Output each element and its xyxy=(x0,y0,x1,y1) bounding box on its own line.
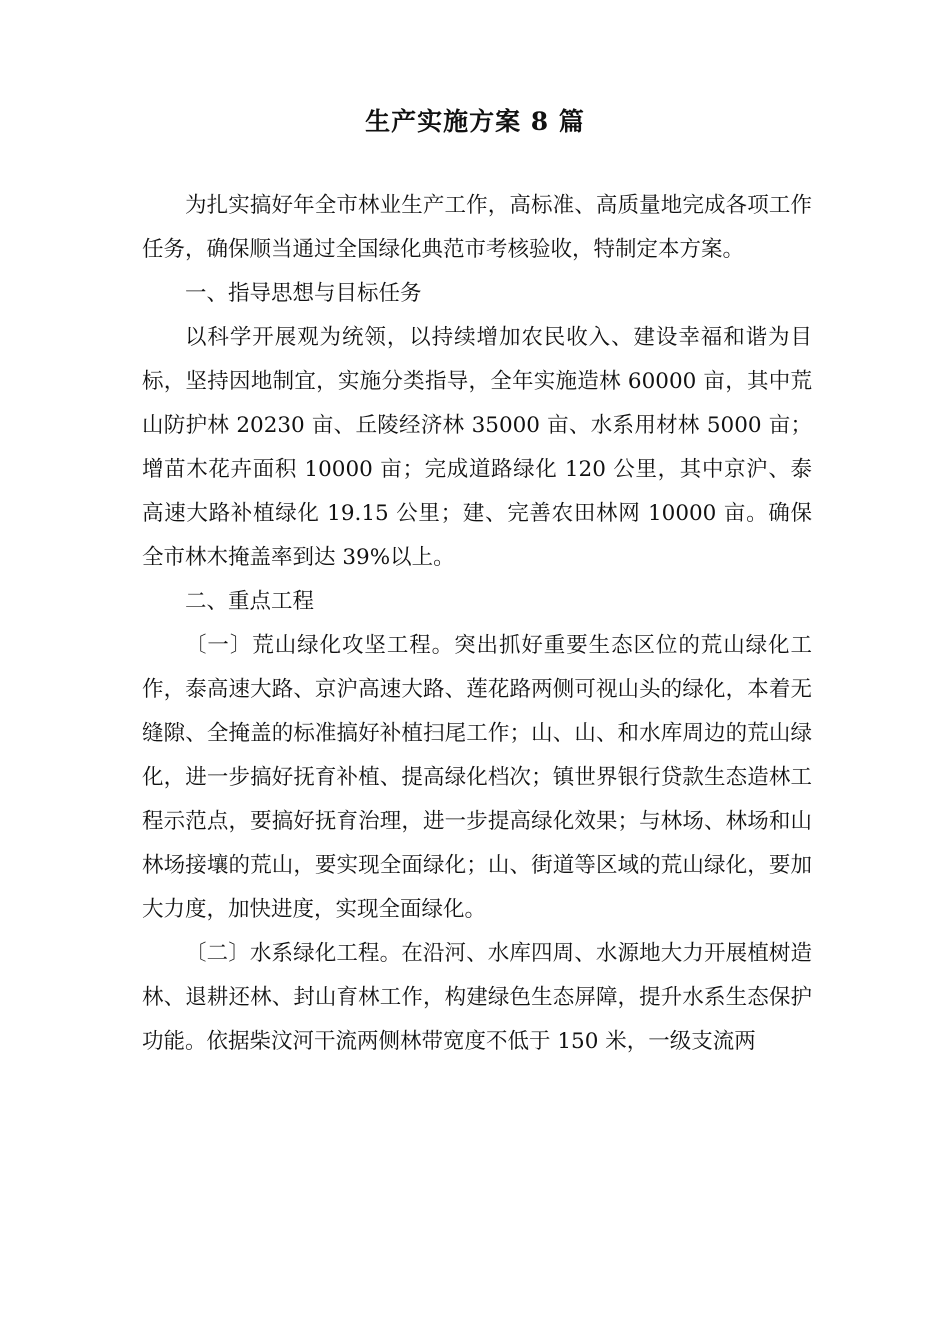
barren-mountain-project-paragraph: 〔一〕荒山绿化攻坚工程。突出抓好重要生态区位的荒山绿化工作，泰高速大路、京沪高速大路、莲花路两侧可视山头的绿化，本着无缝隙、全掩盖的标准搞好补植扫尾工作；山、山、和水库周边的荒山绿化，进一步搞好抚育补植、提高绿化档次；镇世界银行贷款生态造林工程示范点，要搞好抚育治理，进一步提高绿化效果；与林场、林场和山林场接壤的荒山，要实现全面绿化；山、街道等区域的荒山绿化，要加大力度，加快进度，实现全面绿化。 xyxy=(142,633,812,922)
document-body xyxy=(142,184,812,1064)
section-heading-key-projects: 二、重点工程 xyxy=(185,589,315,614)
section-heading-guiding-ideology: 一、指导思想与目标任务 xyxy=(185,281,422,306)
water-system-project-paragraph: 〔二〕水系绿化工程。在沿河、水库四周、水源地大力开展植树造林、退耕还林、封山育林工作，构建绿色生态屏障，提升水系生态保护功能。依据柴汶河干流两侧林带宽度不低于 150 米，一级支流两 xyxy=(142,941,812,1054)
guiding-ideology-paragraph: 以科学开展观为统领，以持续增加农民收入、建设幸福和谐为目标，坚持因地制宜，实施分类指导，全年实施造林 60000 亩，其中荒山防护林 20230 亩、丘陵经济林 35000 亩、水系用材林 5000 亩；增苗木花卉面积 10000 亩；完成道路绿化 120 公里，其中京沪、泰高速大路补植绿化 19.15 公里；建、完善农田林网 10000 亩。确保全市林木掩盖率到达 39%以上。 xyxy=(142,325,812,570)
document-title: 生产实施方案 8 篇 xyxy=(365,107,585,136)
intro-paragraph: 为扎实搞好年全市林业生产工作，高标准、高质量地完成各项工作任务，确保顺当通过全国绿化典范市考核验收，特制定本方案。 xyxy=(142,193,812,262)
